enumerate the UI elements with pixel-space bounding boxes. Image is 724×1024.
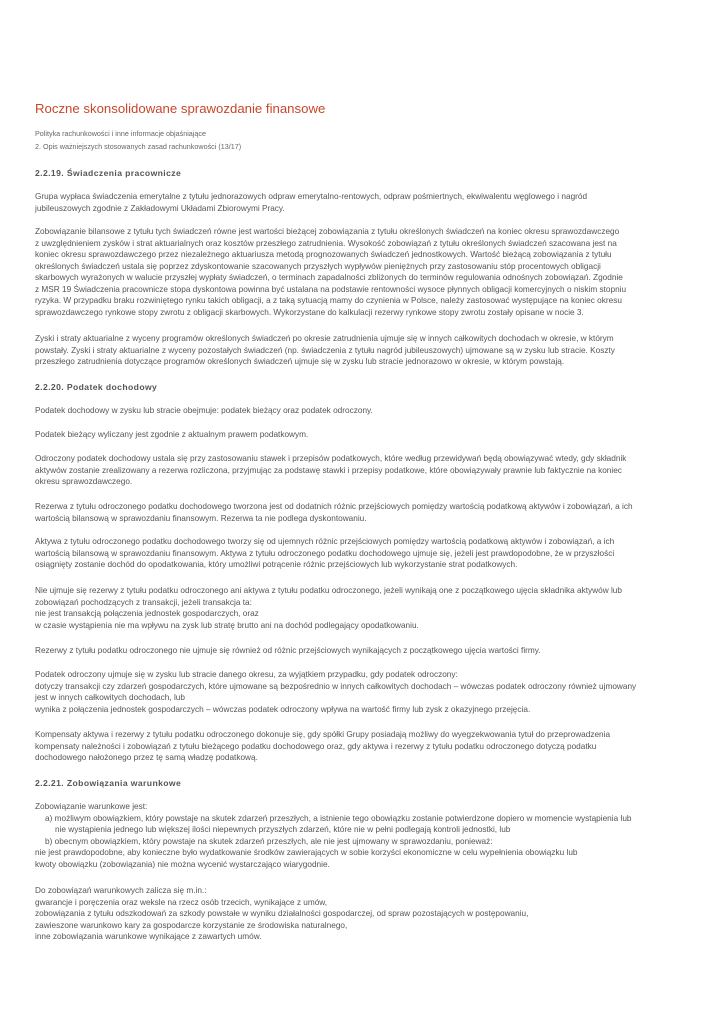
document-title: Roczne skonsolidowane sprawozdanie finansowe	[35, 101, 326, 116]
paragraph: Do zobowiązań warunkowych zalicza się m.in.: gwarancje i poręczenia oraz weksle na rzecz osób trzecich, wynikające z umów, zobowiązania z tytułu odszkodowań za szkody powstałe w wyniku działalności gospodarczej, od spraw pozostających w postępowaniu, zawieszone warunkowo kary za gospodarcze korzystanie ze środowiska naturalnego, inne zobowiązania warunkowe wynikające z zawartych umów.	[35, 886, 529, 941]
section-subtitle: Polityka rachunkowości i inne informacje objaśniające	[35, 129, 206, 138]
paragraph: Podatek odroczony ujmuje się w zysku lub stracie danego okresu, za wyjątkiem przypadku, gdy podatek odroczony: dotyczy transakcji czy zdarzeń gospodarczych, które ujmowane są bezpośrednio w innych całkowitych dochodach – wówczas podatek odroczony również ujmowany jest w innych całkowitych dochodach, lub wynika z połączenia jednostek gospodarczych – wówczas podatek odroczony wpływa na wartość firmy lub zysk z okazyjnego przejęcia.	[35, 670, 637, 714]
paragraph: Odroczony podatek dochodowy ustala się przy zastosowaniu stawek i przepisów podatkowych, które według przewidywań będą obowiązywać wtedy, gdy składnik aktywów zostanie zrealizowany a rezerwa rozliczona, przyjmując za podstawę stawki i przepisy podatkowe, które obowiązywały prawnie lub faktycznie na koniec okresu sprawozdawczego.	[35, 454, 627, 486]
heading-income-tax: 2.2.20. Podatek dochodowy	[35, 382, 158, 392]
heading-contingent-liabilities: 2.2.21. Zobowiązania warunkowe	[35, 778, 182, 788]
paragraph: Zyski i straty aktuarialne z wyceny programów określonych świadczeń po okresie zatrudnienia ujmuje się w innych całkowitych dochodach w okresie, w którym powstały. Zyski i straty aktuarialne z wyceny pozostałych świadczeń (np. świadczenia z tytułu nagród jubileuszowych) ujmowane są w zysku lub stracie. Koszty przeszłego zatrudnienia dotyczące programów określonych świadczeń ujmuje się w zysku lub stracie jednorazowo w okresie, w którym powstają.	[35, 334, 615, 366]
paragraph: Aktywa z tytułu odroczonego podatku dochodowego tworzy się od ujemnych różnic przejściowych pomiędzy wartością podatkową aktywów i zobowiązań, a ich wartością bilansową w sprawozdaniu finansowym. Aktywa z tytułu odroczonego podatku dochodowego ujmuje się, jeżeli jest prawdopodobne, że w przyszłości osiągnięty zostanie dochód do opodatkowania, który umożliwi potrącenie różnic przejściowych lub wykorzystanie strat podatkowych.	[35, 537, 615, 569]
paragraph: Nie ujmuje się rezerwy z tytułu podatku odroczonego ani aktywa z tytułu podatku odroczonego, jeżeli wynikają one z początkowego ujęcia składnika aktywów lub zobowiązań pochodzących z transakcji, jeżeli transakcja ta: nie jest transakcją połączenia jednostek gospodarczych, oraz w czasie wystąpienia nie ma wpływu na zysk lub stratę brutto ani na dochód podlegający opodatkowaniu.	[35, 586, 622, 630]
paragraph: Zobowiązanie warunkowe jest: a) możliwym obowiązkiem, który powstaje na skutek zdarzeń przeszłych, a istnienie tego obowiązku zostanie potwierdzone dopiero w momencie wystąpienia lub nie wystąpienia jednego lub większej ilości niepewnych przyszłych zdarzeń, które nie w pełni podlegają kontroli jednostki, lub b) obecnym obowiązkiem, który powstaje na skutek zdarzeń przeszłych, ale nie jest ujmowany w sprawozdaniu, ponieważ: nie jest prawdopodobne, aby konieczne było wydatkowanie środków zawierających w sobie korzyści ekonomiczne w celu wypełnienia obowiązku lub kwoty obowiązku (zobowiązania) nie można wycenić wystarczająco wiarygodnie.	[35, 802, 632, 869]
paragraph: Rezerwa z tytułu odroczonego podatku dochodowego tworzona jest od dodatnich różnic przejściowych pomiędzy wartością podatkową aktywów i zobowiązań, a ich wartością bilansową w sprawozdaniu finansowym. Rezerwa ta nie podlega dyskontowaniu.	[35, 502, 633, 523]
paragraph: Kompensaty aktywa i rezerwy z tytułu podatku odroczonego dokonuje się, gdy spółki Grupy posiadają możliwy do wyegzekwowania tytuł do przeprowadzenia kompensaty należności i zobowiązań z tytułu bieżącego podatku dochodowego oraz, gdy aktywa i rezerwy z tytułu podatku odroczonego dotyczą podatku dochodowego nałożonego przez tę samą władzę podatkową.	[35, 730, 611, 762]
heading-employee-benefits: 2.2.19. Świadczenia pracownicze	[35, 168, 182, 178]
paragraph: Grupa wypłaca świadczenia emerytalne z tytułu jednorazowych odpraw emerytalno-rentowych, odpraw pośmiertnych, ekwiwalentu węglowego i nagród jubileuszowych zgodnie z Zakładowymi Układami Zbiorowymi Pracy.	[35, 192, 588, 213]
paragraph: Podatek dochodowy w zysku lub stracie obejmuje: podatek bieżący oraz podatek odroczony.	[35, 406, 373, 415]
paragraph: Podatek bieżący wyliczany jest zgodnie z aktualnym prawem podatkowym.	[35, 430, 309, 439]
paragraph: Zobowiązanie bilansowe z tytułu tych świadczeń równe jest wartości bieżącej zobowiązania z tytułu określonych świadczeń na koniec okresu sprawozdawczego z uwzględnieniem zysków i strat aktuarialnych oraz kosztów przeszłego zatrudnienia. Wysokość zobowiązań z tytułu określonych świadczeń szacowana jest na koniec okresu sprawozdawczego przez niezależnego aktuariusza metodą prognozowanych świadczeń jednostkowych. Wartość bieżącą zobowiązania z tytułu określonych świadczeń ustala się poprzez zdyskontowanie szacowanych przyszłych wypływów pieniężnych przy zastosowaniu stóp procentowych obligacji skarbowych wyrażonych w walucie przyszłej wypłaty świadczeń, o terminach zapadalności zbliżonych do terminów regulowania odnośnych zobowiązań. Zgodnie z MSR 19 Świadczenia pracownicze stopa dyskontowa powinna być ustalana na podstawie rentowności wysoce płynnych obligacji komercyjnych o niskim stopniu ryzyka. W przypadku braku rozwiniętego rynku takich obligacji, a z taką sytuacją mamy do czynienia w Polsce, należy zastosować występujące na koniec okresu sprawozdawczego rynkowe stopy zwrotu z obligacji skarbowych. Wykorzystane do kalkulacji rezerwy rynkowe stopy zwrotu zostały opisane w nocie 3.	[35, 227, 627, 317]
section-subtitle-detail: 2. Opis ważniejszych stosowanych zasad rachunkowości (13/17)	[35, 142, 242, 151]
paragraph: Rezerwy z tytułu podatku odroczonego nie ujmuje się również od różnic przejściowych wynikających z początkowego ujęcia wartości firmy.	[35, 646, 541, 655]
